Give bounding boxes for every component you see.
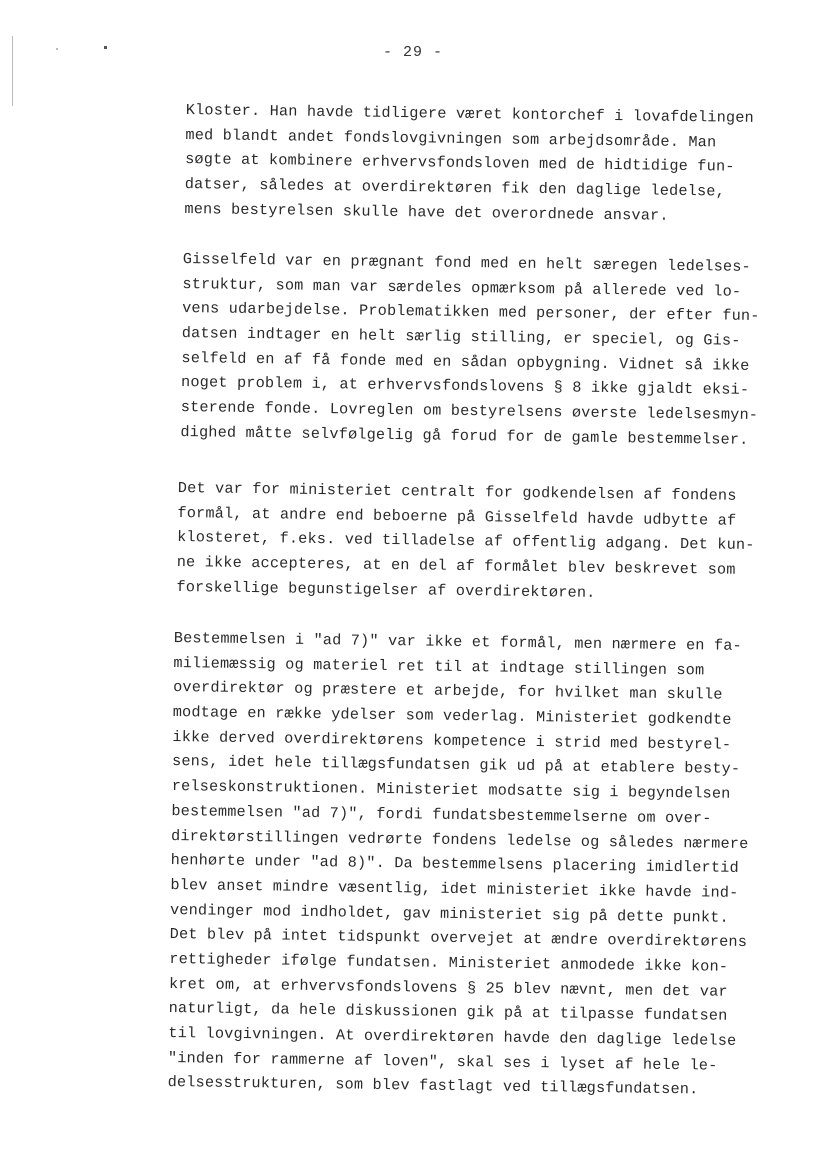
text-line: direktørstillingen vedrørte fondens ledelse og således nærmere (170, 826, 749, 853)
text-line: mens bestyrelsen skulle have det overordnede ansvar. (184, 199, 669, 225)
text-line: forskellige begunstigelser af overdirektøren. (176, 577, 596, 602)
text-line: rettigheder ifølge fundatsen. Ministeriet anmodede ikke kon- (169, 949, 729, 976)
text-line: til lovgivningen. At overdirektøren havde den daglige ledelse (168, 1023, 737, 1050)
paragraph-2 (180, 247, 760, 453)
text-line: "inden for rammerne af loven", skal ses i lyset af hele le- (167, 1048, 718, 1075)
text-line: henhørte under "ad 8)". Da bestemmelsens placering imidlertid (170, 851, 739, 878)
text-line: bestemmelsen "ad 7)", fordi fundatsbestemmelserne om over- (171, 801, 712, 828)
text-line: med blandt andet fondslovgivningen som arbejdsområde. Man (185, 125, 717, 152)
text-line: datsen indtager en helt særlig stilling, er speciel, og Gis- (181, 324, 741, 350)
text-line: formål, at andre end beboerne på Gisselfeld havde udbytte af (177, 503, 737, 530)
text-line: modtage en række ydelser som vederlag. Ministeriet godkendte (172, 703, 732, 729)
paragraph-3 (176, 476, 755, 607)
text-line: sens, idet hele tillægsfundatsen gik ud på at etablere besty- (171, 752, 741, 779)
text-line: søgte at kombinere erhvervsfondsloven med de hidtidige fun- (185, 150, 735, 177)
text-line: selfeld en af få fonde med en sådan opbygning. Vidnet så ikke (181, 348, 750, 375)
text-line: kret om, at erhvervsfondslovens § 25 blev nævnt, men det var (168, 974, 728, 1001)
paragraph-4 (167, 626, 751, 1103)
text-line: vens udarbejdelse. Problematikken med personer, der efter fun- (182, 299, 760, 326)
text-line: struktur, som man var særdeles opmærksom på allerede ved lo- (182, 274, 742, 301)
text-line: relseskonstruktionen. Ministeriet modsatte sig i begyndelsen (171, 777, 731, 803)
text-line: Det blev på intet tidspunkt overvejet at ændre overdirektørens (169, 925, 748, 952)
text-line: naturligt, da hele diskussionen gik på at tilpasse fundatsen (168, 999, 728, 1026)
text-line: vendinger mod indholdet, gav ministeriet sig på dette punkt. (169, 900, 729, 927)
text-line: Gisselfeld var en prægnant fond med en helt særegen ledelses- (182, 249, 752, 276)
text-line: miliemæssig og materiel ret til at indtage stillingen som (173, 653, 705, 680)
page-number: - 29 - (382, 44, 443, 61)
text-line: overdirektør og præstere et arbejde, for hvilket man skulle (173, 678, 723, 705)
text-line: sterende fonde. Lovreglen om bestyrelsens øverste ledelsesmyn- (180, 398, 759, 425)
text-line: ikke derved overdirektørens kompetence i strid med bestyrel- (172, 727, 732, 754)
scan-edge-marks (8, 30, 108, 110)
text-line: datser, således at overdirektøren fik den daglige ledelse, (184, 175, 726, 201)
text-line: Det var for ministeriet centralt for godkendelsen af fondens (177, 478, 737, 505)
text-line: dighed måtte selvfølgelig gå forud for de gamle bestemmelser. (180, 422, 749, 449)
text-line: Bestemmelsen i "ad 7)" var ikke et formål, men nærmere en fa- (173, 628, 743, 655)
text-line: noget problem i, at erhvervsfondslovens § 8 ikke gjaldt eksi- (180, 373, 750, 400)
text-line: Kloster. Han havde tidligere været kontorchef i lovafdelingen (185, 100, 755, 127)
text-line: ne ikke accepteres, at en del af formålet blev beskrevet som (176, 553, 736, 579)
paragraph-1 (184, 98, 754, 229)
text-line: delsesstrukturen, som blev fastlagt ved tillægsfundatsen. (167, 1073, 699, 1099)
text-line: blev anset mindre væsentlig, idet ministeriet ikke havde ind- (170, 875, 739, 902)
text-line: klosteret, f.eks. ved tilladelse af offentlig adgang. Det kun- (177, 528, 755, 555)
